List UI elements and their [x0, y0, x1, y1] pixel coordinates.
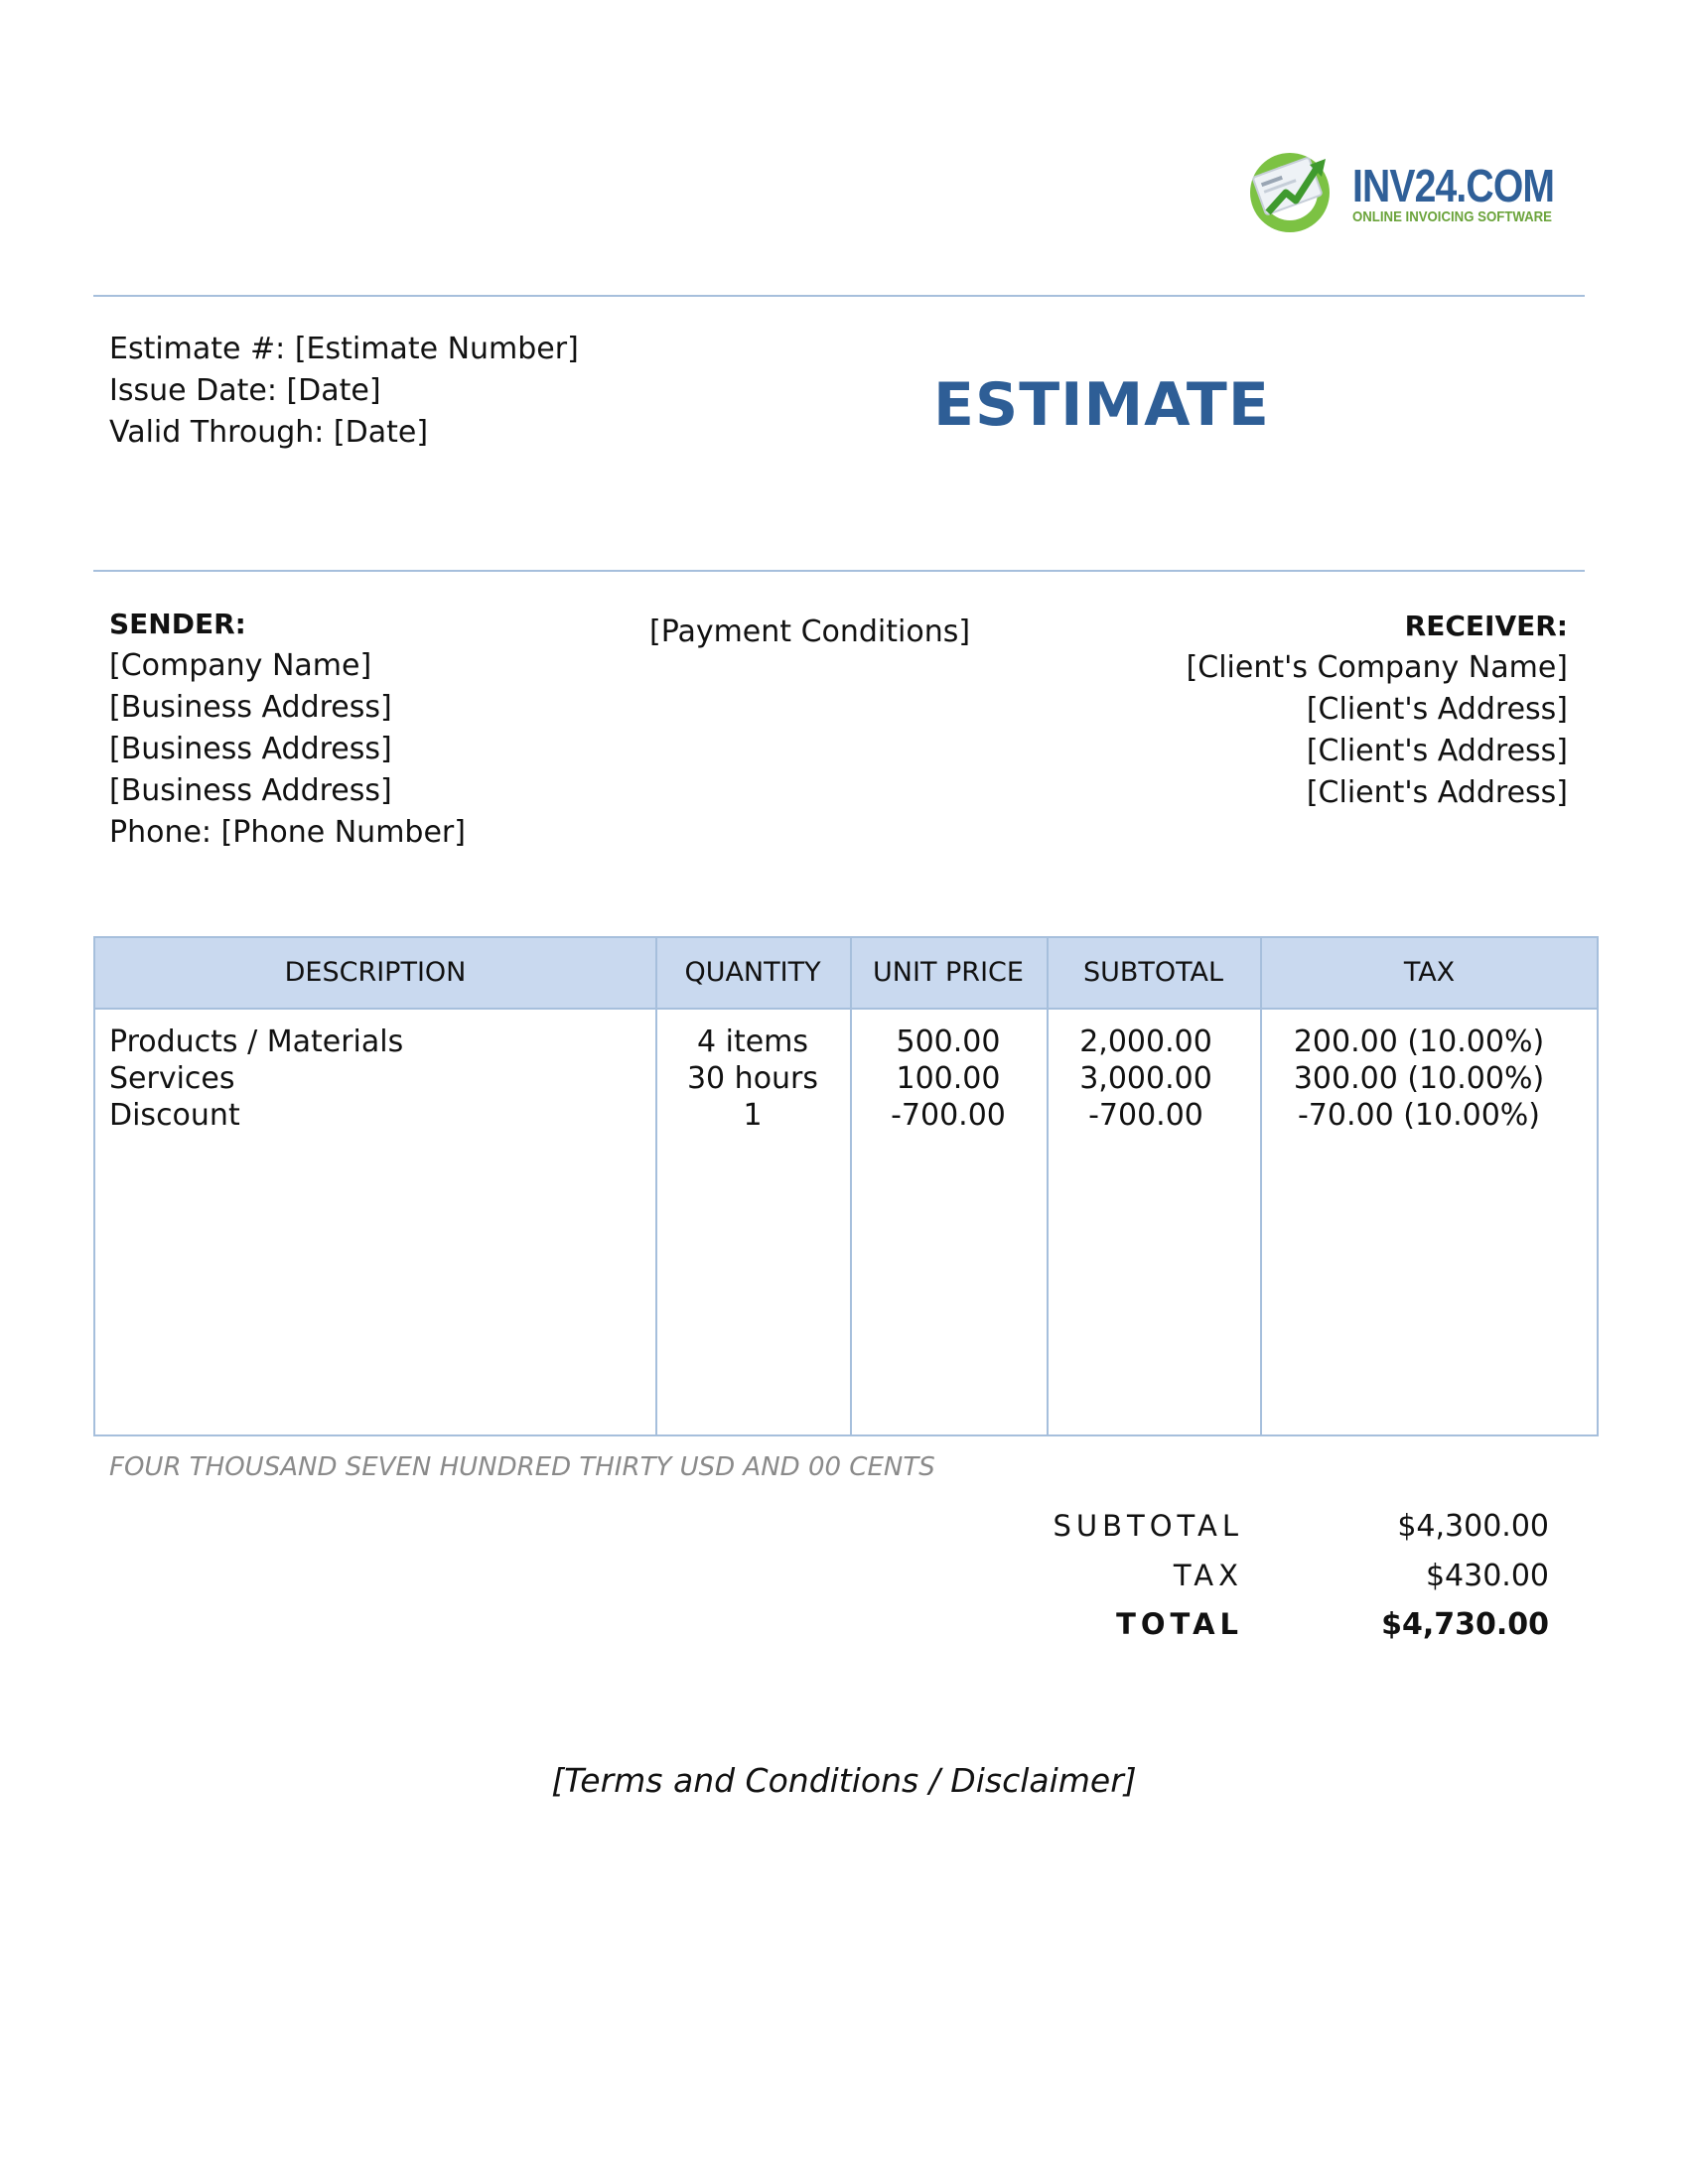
sender-block: [109, 604, 466, 854]
tax-value: $430.00: [1425, 1559, 1549, 1593]
column-divider: [1047, 938, 1049, 1434]
header-description: DESCRIPTION: [284, 957, 467, 988]
terms-and-conditions: [Terms and Conditions / Disclaimer]: [551, 1761, 1137, 1800]
receiver-line: [Client's Address]: [1306, 734, 1568, 768]
logo-wordmark: INV24.COM: [1352, 160, 1555, 211]
subtotal-label: SUBTOTAL: [1053, 1509, 1243, 1543]
row-unit-price: 100.00: [896, 1061, 1001, 1096]
logo-tagline: ONLINE INVOICING SOFTWARE: [1352, 208, 1552, 225]
receiver-block: [1187, 606, 1568, 814]
document-title: ESTIMATE: [933, 370, 1270, 440]
header-divider: [93, 295, 1585, 297]
total-value: $4,730.00: [1381, 1607, 1549, 1642]
section-divider: [93, 570, 1585, 572]
sender-line: [Company Name]: [109, 648, 372, 683]
sender-line: [Business Address]: [109, 732, 392, 766]
valid-through: Valid Through: [Date]: [109, 415, 429, 450]
row-subtotal: 2,000.00: [1079, 1024, 1212, 1059]
row-quantity: 4 items: [696, 1024, 809, 1059]
row-quantity: 1: [743, 1098, 763, 1133]
sender-line: [Business Address]: [109, 773, 392, 808]
sender-line: [Business Address]: [109, 690, 392, 725]
receiver-line: [Client's Company Name]: [1186, 650, 1568, 685]
row-unit-price: 500.00: [896, 1024, 1001, 1059]
row-unit-price: -700.00: [891, 1098, 1006, 1133]
header-subtotal: SUBTOTAL: [1082, 957, 1224, 988]
row-tax: 300.00 (10.00%): [1293, 1061, 1545, 1096]
sender-heading: SENDER:: [109, 608, 246, 640]
header-unit-price: UNIT PRICE: [873, 957, 1024, 988]
row-tax: -70.00 (10.00%): [1297, 1098, 1541, 1133]
receiver-line: [Client's Address]: [1306, 692, 1568, 727]
row-quantity: 30 hours: [686, 1061, 819, 1096]
row-description: Products / Materials: [109, 1024, 404, 1059]
sender-phone: Phone: [Phone Number]: [109, 815, 466, 850]
row-subtotal: -700.00: [1088, 1098, 1203, 1133]
row-description: Discount: [109, 1098, 240, 1133]
receiver-line: [Client's Address]: [1306, 775, 1568, 810]
total-label: TOTAL: [1116, 1607, 1243, 1641]
row-description: Services: [109, 1061, 235, 1096]
estimate-number: Estimate #: [Estimate Number]: [109, 332, 579, 366]
column-divider: [1260, 938, 1262, 1434]
header-quantity: QUANTITY: [684, 957, 821, 988]
row-subtotal: 3,000.00: [1079, 1061, 1212, 1096]
column-divider: [850, 938, 852, 1434]
estimate-meta: [109, 329, 579, 454]
items-table: [93, 936, 1599, 1436]
receiver-heading: RECEIVER:: [1404, 610, 1568, 642]
issue-date: Issue Date: [Date]: [109, 373, 381, 408]
header-tax: TAX: [1403, 957, 1456, 988]
amount-in-words: FOUR THOUSAND SEVEN HUNDRED THIRTY USD AND 00 CENTS: [109, 1452, 935, 1482]
payment-conditions: [Payment Conditions]: [649, 614, 971, 649]
row-tax: 200.00 (10.00%): [1293, 1024, 1545, 1059]
subtotal-value: $4,300.00: [1397, 1509, 1549, 1544]
column-divider: [655, 938, 657, 1434]
tax-label: TAX: [1173, 1559, 1243, 1592]
